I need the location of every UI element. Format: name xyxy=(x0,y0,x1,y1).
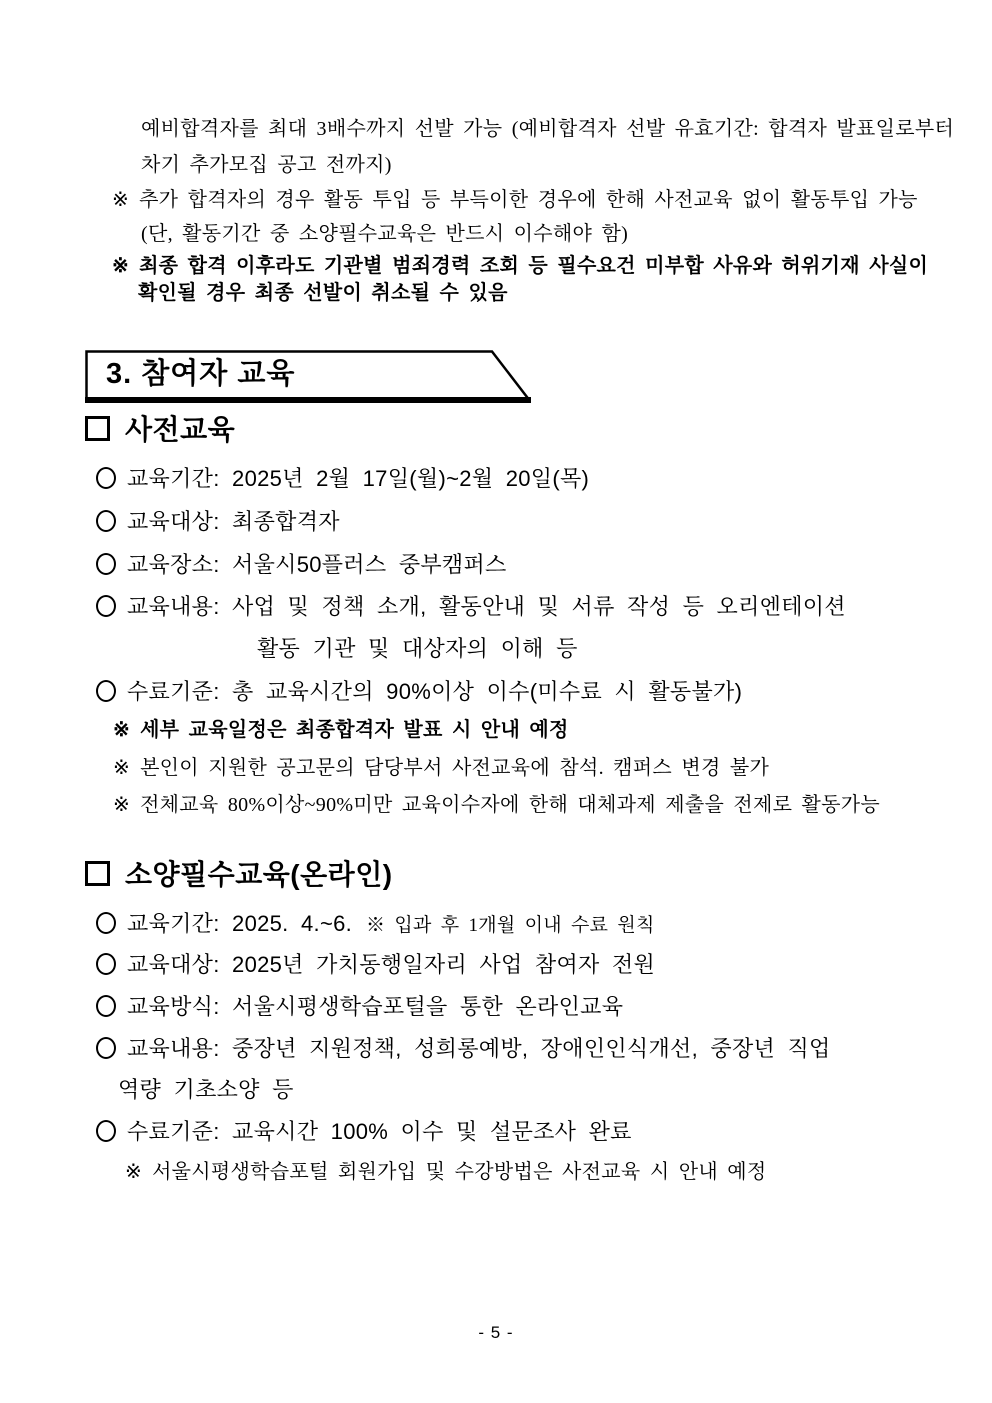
circle-bullet-icon xyxy=(96,1120,116,1142)
pre-education-item-1-text: 교육기간: 2025년 2월 17일(월)~2월 20일(목) xyxy=(127,466,590,491)
online-education-note xyxy=(125,1160,767,1185)
pre-education-item-5-text: 수료기준: 총 교육시간의 90%이상 이수(미수료 시 활동불가) xyxy=(127,679,743,704)
intro-line-1: 예비합격자를 최대 3배수까지 선발 가능 (예비합격자 선발 유효기간: 합격자 발표일로부터 xyxy=(141,118,955,140)
online-education-item-4-cont: 역량 기초소양 등 xyxy=(118,1077,294,1102)
pre-education-item-2-text: 교육대상: 최종합격자 xyxy=(127,509,340,534)
pre-education-item-3 xyxy=(96,551,507,579)
online-education-item-4 xyxy=(96,1035,831,1063)
pre-education-note-1-text: 세부 교육일정은 최종합격자 발표 시 안내 예정 xyxy=(140,719,569,741)
reference-mark-icon: ※ xyxy=(125,1161,143,1183)
reference-mark-icon: ※ xyxy=(113,719,131,741)
circle-bullet-icon xyxy=(96,467,116,489)
online-education-item-5 xyxy=(96,1118,632,1146)
pre-education-note-2-text: 본인이 지원한 공고문의 담당부서 사전교육에 참석. 캠퍼스 변경 불가 xyxy=(140,757,770,779)
circle-bullet-icon xyxy=(96,1037,116,1059)
reference-mark-icon: ※ xyxy=(112,255,130,277)
pre-education-item-3-text: 교육장소: 서울시50플러스 중부캠퍼스 xyxy=(127,552,507,577)
online-education-heading xyxy=(85,857,393,892)
online-education-item-2 xyxy=(96,951,655,979)
square-bullet-icon xyxy=(85,861,110,886)
circle-bullet-icon xyxy=(96,595,116,617)
online-education-item-4-text: 교육내용: 중장년 지원정책, 성희롱예방, 장애인인식개선, 중장년 직업 xyxy=(127,1036,831,1061)
online-education-item-1 xyxy=(96,910,655,938)
section-banner xyxy=(85,350,533,405)
intro-note-2-cont: 확인될 경우 최종 선발이 취소될 수 있음 xyxy=(138,282,508,304)
section-title: 3. 참여자 교육 xyxy=(106,358,296,390)
online-education-note-text: 서울시평생학습포털 회원가입 및 수강방법은 사전교육 시 안내 예정 xyxy=(152,1161,767,1183)
pre-education-item-4 xyxy=(96,593,846,621)
page-number: - 5 - xyxy=(478,1323,514,1342)
circle-bullet-icon xyxy=(96,953,116,975)
reference-mark-icon: ※ xyxy=(113,794,131,816)
pre-education-item-2 xyxy=(96,508,340,536)
circle-bullet-icon xyxy=(96,995,116,1017)
pre-education-title: 사전교육 xyxy=(125,414,236,445)
online-education-item-5-text: 수료기준: 교육시간 100% 이수 및 설문조사 완료 xyxy=(127,1119,632,1144)
online-education-item-3 xyxy=(96,993,623,1021)
circle-bullet-icon xyxy=(96,912,116,934)
online-education-title: 소양필수교육(온라인) xyxy=(125,859,393,890)
intro-note-2-text: 최종 합격 이후라도 기관별 범죄경력 조회 등 필수요건 미부합 사유와 허위기재 사실이 xyxy=(139,255,929,277)
online-education-item-2-text: 교육대상: 2025년 가치동행일자리 사업 참여자 전원 xyxy=(127,952,656,977)
circle-bullet-icon xyxy=(96,510,116,532)
online-education-item-3-text: 교육방식: 서울시평생학습포털을 통한 온라인교육 xyxy=(127,994,624,1019)
intro-note-1 xyxy=(112,188,918,213)
circle-bullet-icon xyxy=(96,553,116,575)
pre-education-note-1 xyxy=(113,718,569,743)
pre-education-item-5 xyxy=(96,678,742,706)
intro-note-1-cont: (단, 활동기간 중 소양필수교육은 반드시 이수해야 함) xyxy=(141,223,629,245)
pre-education-note-3 xyxy=(113,793,880,818)
pre-education-item-4-cont: 활동 기관 및 대상자의 이해 등 xyxy=(257,636,578,661)
online-education-item-1-note: ※ 입과 후 1개월 이내 수료 원칙 xyxy=(366,915,655,936)
reference-mark-icon: ※ xyxy=(112,189,130,211)
square-bullet-icon xyxy=(85,416,110,441)
reference-mark-icon: ※ xyxy=(113,757,131,779)
pre-education-heading xyxy=(85,412,235,447)
online-education-item-1-text: 교육기간: 2025. 4.~6. xyxy=(127,911,353,936)
circle-bullet-icon xyxy=(96,680,116,702)
pre-education-item-4-text: 교육내용: 사업 및 정책 소개, 활동안내 및 서류 작성 등 오리엔테이션 xyxy=(127,594,846,619)
intro-note-1-text: 추가 합격자의 경우 활동 투입 등 부득이한 경우에 한해 사전교육 없이 활동투입 가능 xyxy=(139,189,918,211)
intro-note-2 xyxy=(112,254,928,279)
pre-education-note-2 xyxy=(113,756,769,781)
intro-line-2: 차기 추가모집 공고 전까지) xyxy=(141,154,392,176)
pre-education-note-3-text: 전체교육 80%이상~90%미만 교육이수자에 한해 대체과제 제출을 전제로 활동가능 xyxy=(140,794,881,816)
pre-education-item-1 xyxy=(96,465,589,493)
